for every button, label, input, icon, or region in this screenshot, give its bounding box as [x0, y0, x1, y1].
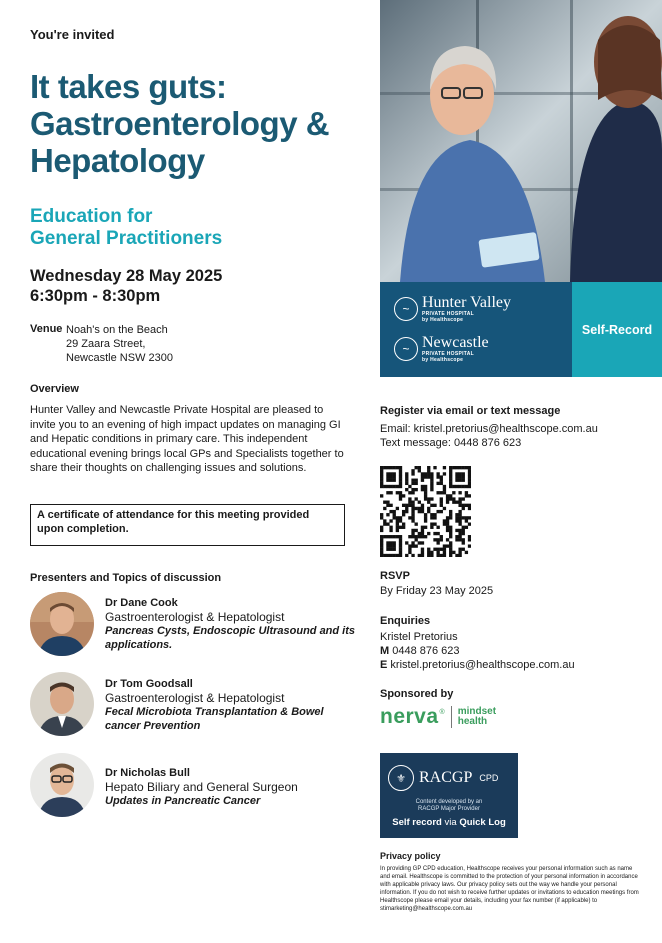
subtitle-line-1: Education for [30, 206, 153, 227]
presenter-name: Dr Dane Cook [105, 597, 178, 609]
sponsor-heading: Sponsored by [380, 688, 454, 700]
qr-code[interactable] [380, 466, 471, 557]
nerva-wordmark: nerva [380, 705, 439, 728]
person-photo-icon [30, 592, 94, 656]
racgp-name: RACGP [419, 769, 473, 786]
enquiries-details [380, 630, 575, 672]
mobile-value: 0448 876 623 [392, 645, 460, 657]
racgp-quicklog [388, 817, 510, 828]
racgp-desc-2: RACGP Major Provider [418, 806, 480, 812]
racgp-bottom-1: Self record [392, 817, 442, 828]
racgp-crest-icon: ⚜ [388, 765, 414, 791]
presenter-avatar-cook [30, 592, 94, 656]
healthscope-wave-icon: ~ [394, 337, 418, 361]
presenter-role: Gastroenterologist & Hepatologist [105, 610, 285, 624]
racgp-cpd-badge [380, 753, 518, 838]
event-title: It takes guts: Gastroenterology & Hepatology [30, 68, 330, 179]
newcastle-sub2: by Healthscope [422, 357, 464, 363]
overview-heading: Overview [30, 383, 79, 395]
enquiries-email [380, 658, 575, 672]
overview-text: Hunter Valley and Newcastle Private Hospital are pleased to invite you to an evening of high impact updates on managing GI and Hepatic conditions in primary care. This independent educational evening brings local GPs and Specialists together to share their thoughts on challenging issues and solutions. [30, 404, 344, 474]
presenter-topic: Fecal Microbiota Transplantation & Bowel cancer Prevention [105, 706, 324, 732]
venue-line-1: Noah's on the Beach [66, 324, 168, 336]
presenter-avatar-bull [30, 753, 94, 817]
presenter-topic: Pancreas Cysts, Endoscopic Ultrasound and its applications. [105, 625, 356, 651]
email-value[interactable]: kristel.pretorius@healthscope.com.au [390, 659, 575, 671]
presenter-name: Dr Tom Goodsall [105, 678, 193, 690]
event-date: Wednesday 28 May 2025 [30, 267, 223, 285]
venue-line-2: 29 Zaara Street, [66, 338, 146, 350]
newcastle-logo [394, 334, 489, 363]
healthscope-wave-icon: ~ [394, 297, 418, 321]
hunter-valley-sub2: by Healthscope [422, 317, 464, 323]
person-photo-icon [30, 672, 94, 736]
register-details [380, 422, 598, 450]
event-datetime [30, 266, 222, 306]
presenter-3 [105, 766, 355, 808]
venue-line-3: Newcastle NSW 2300 [66, 352, 173, 364]
racgp-cpd: CPD [479, 773, 499, 783]
invite-label: You're invited [30, 27, 115, 42]
hero-photo [380, 0, 662, 282]
register-heading: Register via email or text message [380, 405, 561, 417]
registered-mark: ® [439, 709, 445, 716]
register-email[interactable]: Email: kristel.pretorius@healthscope.com.au [380, 423, 598, 435]
presenter-avatar-goodsall [30, 672, 94, 736]
presenter-role: Gastroenterologist & Hepatologist [105, 691, 285, 705]
privacy-heading: Privacy policy [380, 851, 441, 861]
venue-address [66, 323, 173, 365]
hunter-valley-logo [394, 294, 511, 323]
event-subtitle [30, 206, 222, 250]
racgp-bottom-2: via [444, 817, 457, 828]
mindset-health-logo [458, 707, 496, 727]
hunter-valley-name: Hunter Valley [422, 294, 512, 311]
enquiries-mobile [380, 644, 575, 658]
presenter-2 [105, 677, 355, 733]
newcastle-name: Newcastle [422, 334, 489, 351]
health-word: health [457, 716, 488, 727]
enquiries-heading: Enquiries [380, 615, 431, 627]
venue-label: Venue [30, 323, 63, 335]
email-label: E [380, 659, 388, 671]
event-time: 6:30pm - 8:30pm [30, 287, 161, 305]
consultation-photo-icon [380, 0, 662, 282]
presenter-name: Dr Nicholas Bull [105, 767, 190, 779]
enquiries-name: Kristel Pretorius [380, 631, 458, 643]
presenter-1 [105, 596, 355, 652]
subtitle-line-2: General Practitioners [30, 228, 223, 249]
rsvp-date: By Friday 23 May 2025 [380, 585, 494, 597]
racgp-provider-text [388, 799, 510, 813]
mobile-label: M [380, 645, 390, 657]
rsvp-heading: RSVP [380, 570, 410, 582]
presenters-heading: Presenters and Topics of discussion [30, 572, 222, 584]
racgp-desc-1: Content developed by an [415, 799, 483, 805]
register-text: Text message: 0448 876 623 [380, 437, 522, 449]
logo-divider [451, 706, 452, 728]
nerva-logo [380, 705, 496, 729]
newcastle-sub1: PRIVATE HOSPITAL [422, 351, 475, 357]
qr-code-icon [380, 466, 471, 557]
certificate-box: A certificate of attendance for this meeting provided upon completion. [30, 504, 345, 546]
presenter-role: Hepato Biliary and General Surgeon [105, 780, 298, 794]
person-photo-icon [30, 753, 94, 817]
racgp-bottom-3: Quick Log [459, 817, 506, 828]
presenter-topic: Updates in Pancreatic Cancer [105, 795, 261, 807]
self-record-badge: Self-Record [572, 282, 662, 377]
mindset-word: mindset [457, 706, 497, 717]
hunter-valley-sub1: PRIVATE HOSPITAL [422, 311, 475, 317]
racgp-logo [388, 761, 510, 795]
privacy-text: In providing GP CPD education, Healthscope receives your personal information such as name and email. Healthscope is committed to the protection of your personal information in accordance with applicable privacy laws. Our privacy policy sets out the way we handle your personal information. If you do not wish to receive further updates or invitations to education meetings from Healthscope please email your details, including your fax number (if applicable) to stimarketing@healthscope.com.au [380, 866, 639, 912]
hospital-brands [380, 282, 572, 377]
